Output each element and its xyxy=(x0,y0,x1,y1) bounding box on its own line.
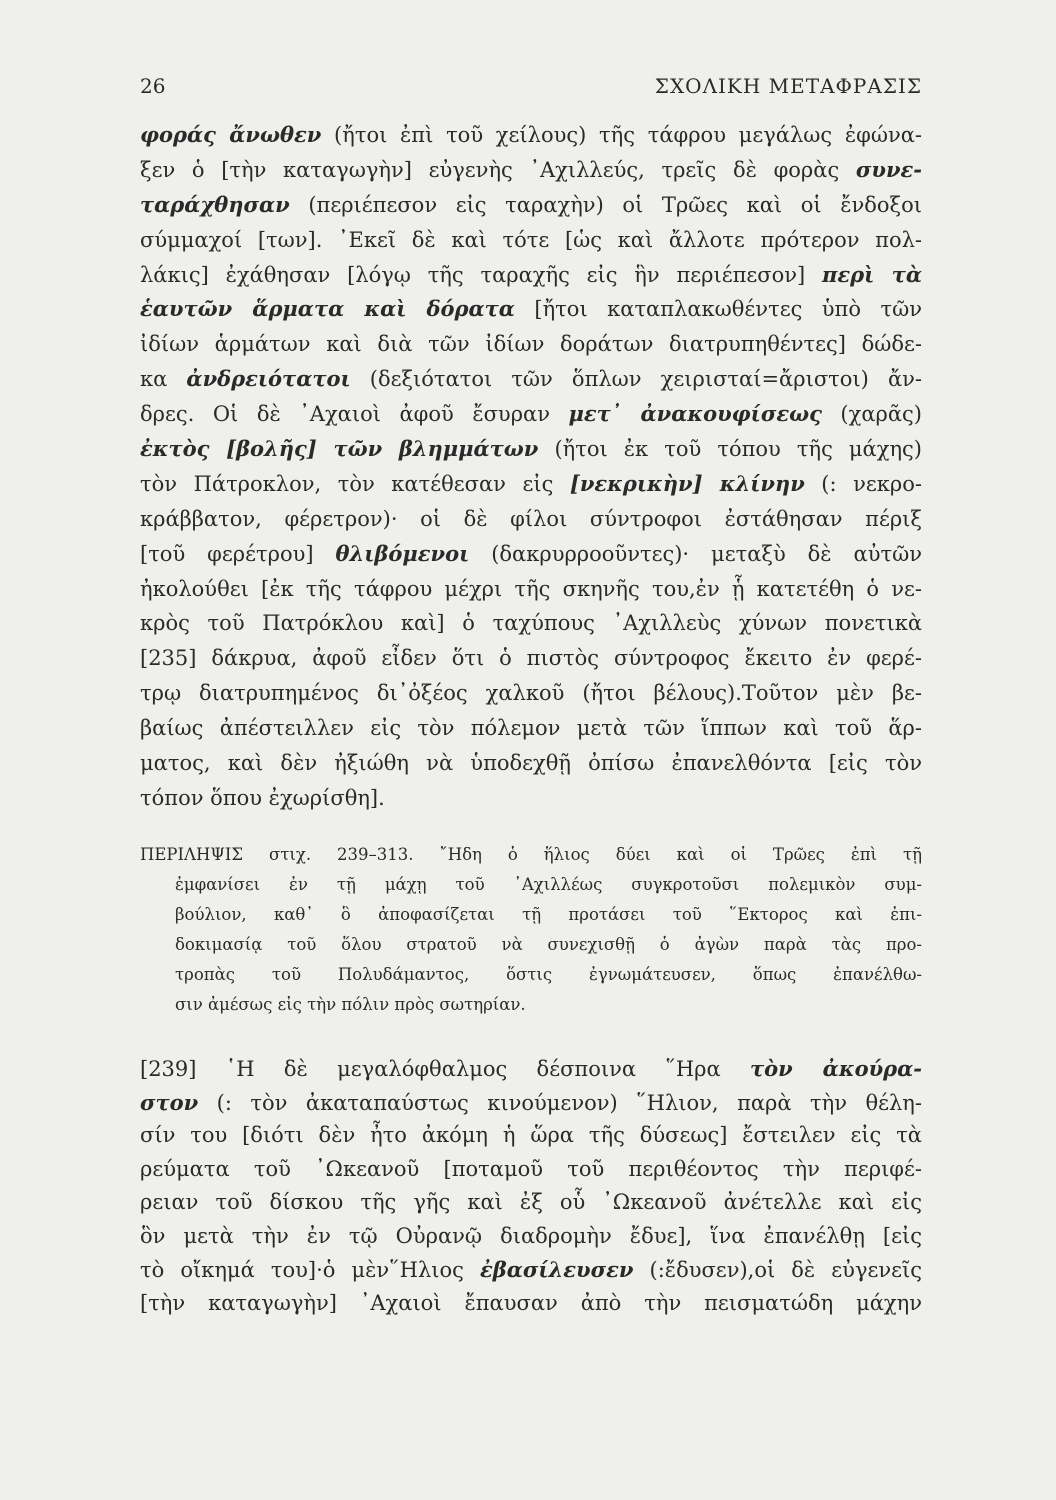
text-segment: (χαρᾶς) xyxy=(821,402,922,427)
text-line xyxy=(140,397,922,432)
text-segment: κα xyxy=(140,367,187,392)
text-segment: τόπον ὅπου ἐχωρίσθη]. xyxy=(140,785,385,810)
text-line xyxy=(140,711,922,746)
emphasized-text: στον xyxy=(140,1089,199,1115)
text-line xyxy=(140,900,922,930)
text-segment: βαίως ἀπέστειλλεν εἰς τὸν πόλεμον μετὰ τῶν ἵππων καὶ τοῦ ἅρ- xyxy=(140,716,922,741)
text-line xyxy=(140,118,922,153)
text-line xyxy=(140,1052,922,1086)
text-segment: (ἤτοι ἐπὶ τοῦ χείλους) τῆς τάφρου μεγάλως ἐφώνα- xyxy=(321,123,922,147)
text-segment: ξεν ὁ [τὴν καταγωγὴν] εὐγενὴς ᾿Αχιλλεύς, τρεῖς δὲ φορὰς xyxy=(140,157,856,182)
text-segment: τὸ οἴκημά του]·ὁ μὲν῞Ηλιος xyxy=(140,1258,481,1282)
text-line xyxy=(140,1086,922,1120)
text-segment: δρες. Οἱ δὲ ᾿Αχαιοὶ ἀφοῦ ἔσυραν xyxy=(140,402,569,427)
text-line xyxy=(140,258,922,293)
text-line xyxy=(140,870,922,900)
text-segment: ὃν μετὰ τὴν ἐν τῷ Οὐρανῷ διαδρομὴν ἔδυε], ἵνα ἐπανέλθῃ [εἰς xyxy=(140,1223,922,1248)
text-segment: ρειαν τοῦ δίσκου τῆς γῆς καὶ ἐξ οὗ ᾿Ωκεανοῦ ἀνέτελλε καὶ εἰς xyxy=(140,1190,922,1214)
text-segment: ρεύματα τοῦ ᾿Ωκεανοῦ [ποταμοῦ τοῦ περιθέοντος τὴν περιφέ- xyxy=(140,1156,922,1181)
text-segment: κράββατον, φέρετρον)· οἱ δὲ φίλοι σύντροφοι ἐστάθησαν πέριξ xyxy=(140,506,922,531)
text-line xyxy=(140,1186,922,1220)
text-segment: τροπὰς τοῦ Πολυδάμαντος, ὅστις ἐγνωμάτευσεν, ὅπως ἐπανέλθω- xyxy=(175,965,922,984)
emphasized-text: θλιβόμενοι xyxy=(335,540,470,566)
text-segment: (δακρυρροοῦντες)· μεταξὺ δὲ αὐτῶν xyxy=(469,541,922,566)
text-line xyxy=(140,223,922,258)
emphasized-text: ἀνδρειότατοι xyxy=(186,366,351,392)
emphasized-text: ἐβασίλευσεν xyxy=(480,1257,634,1282)
text-segment: κρὸς τοῦ Πατρόκλου καὶ] ὁ ταχύπους ᾿Αχιλλεὺς χύνων πονετικὰ xyxy=(140,611,922,636)
text-segment: ἰδίων ἁρμάτων καὶ διὰ τῶν ἰδίων δοράτων διατρυπηθέντες] δώδε- xyxy=(140,332,922,357)
text-line xyxy=(140,1253,922,1287)
text-line xyxy=(140,1220,922,1254)
text-segment: (περιέπεσον εἰς ταραχὴν) οἱ Τρῶες καὶ οἱ ἔνδοξοι xyxy=(289,192,922,217)
summary-section xyxy=(140,840,922,1020)
text-line xyxy=(140,1119,922,1153)
main-text xyxy=(140,118,922,816)
text-segment: ΠΕΡΙΛΗΨΙΣ στιχ. 239–313. ῎Ηδη ὁ ἥλιος δύει καὶ οἱ Τρῶες ἐπὶ τῇ xyxy=(140,845,922,864)
text-line xyxy=(140,606,922,641)
text-segment: σιν ἀμέσως εἰς τὴν πόλιν πρὸς σωτηρίαν. xyxy=(175,995,526,1014)
text-line xyxy=(140,746,922,781)
emphasized-text: ταράχθησαν xyxy=(140,191,290,217)
text-segment: (δεξιότατοι τῶν ὅπλων χειρισταί=ἄριστοι) ἄν- xyxy=(350,367,922,392)
text-line xyxy=(140,432,922,467)
text-segment: τρῳ διατρυπημένος δι᾿ὀξέος χαλκοῦ (ἤτοι βέλους).Τοῦτον μὲν βε- xyxy=(140,681,922,706)
emphasized-text: ἑαυτῶν ἅρματα καὶ δόρατα xyxy=(140,296,515,322)
text-line xyxy=(140,537,922,572)
text-segment: [τὴν καταγωγὴν] ᾿Αχαιοὶ ἔπαυσαν ἀπὸ τὴν πεισματώδη μάχην xyxy=(140,1290,922,1315)
emphasized-text: [νεκρικὴν] κλίνην xyxy=(569,470,805,496)
text-segment: (ἤτοι ἐκ τοῦ τόπου τῆς μάχης) xyxy=(538,437,922,462)
emphasized-text: μετ᾿ ἀνακουφίσεως xyxy=(568,401,822,427)
text-segment: (:ἔδυσεν),οἱ δὲ εὐγενεῖς xyxy=(633,1258,923,1282)
text-line xyxy=(140,781,922,816)
text-segment: δοκιμασίᾳ τοῦ ὅλου στρατοῦ νὰ συνεχισθῇ ὁ ἀγὼν παρὰ τὰς προ- xyxy=(175,935,922,954)
text-segment: τὸν Πάτροκλον, τὸν κατέθεσαν εἰς xyxy=(140,471,570,496)
text-line xyxy=(140,572,922,607)
text-line xyxy=(140,930,922,960)
text-line xyxy=(140,502,922,537)
running-header xyxy=(140,74,922,104)
text-segment: ἐμφανίσει ἐν τῇ μάχῃ τοῦ ᾿Αχιλλέως συγκροτοῦσι πολεμικὸν συμ- xyxy=(175,875,922,894)
text-segment: [ἤτοι καταπλακωθέντες ὑπὸ τῶν xyxy=(514,297,922,322)
text-segment: σίν του [διότι δὲν ἦτο ἀκόμη ἡ ὥρα τῆς δύσεως] ἔστειλεν εἰς τὰ xyxy=(140,1123,922,1147)
text-line xyxy=(140,188,922,223)
emphasized-text: ἐκτὸς [βολῆς] τῶν βλημμάτων xyxy=(140,436,539,462)
emphasized-text: περὶ τὰ xyxy=(822,261,923,287)
text-line xyxy=(140,990,922,1020)
text-line xyxy=(140,840,922,870)
text-line xyxy=(140,362,922,397)
text-line xyxy=(140,153,922,188)
text-segment: σύμμαχοί [των]. ᾿Εκεῖ δὲ καὶ τότε [ὡς καὶ ἄλλοτε πρότερον πολ- xyxy=(140,227,922,252)
text-segment: ματος, καὶ δὲν ἠξιώθη νὰ ὑποδεχθῇ ὀπίσω ἐπανελθόντα [εἰς τὸν xyxy=(140,751,922,776)
text-line xyxy=(140,1287,922,1321)
text-line xyxy=(140,676,922,711)
text-segment: βούλιον, καθ᾿ ὃ ἀποφασίζεται τῇ προτάσει τοῦ ῞Εκτορος καὶ ἐπι- xyxy=(175,905,922,924)
text-segment: (: νεκρο- xyxy=(804,471,922,496)
text-segment: [235] δάκρυα, ἀφοῦ εἶδεν ὅτι ὁ πιστὸς σύντροφος ἔκειτο ἐν φερέ- xyxy=(140,646,922,671)
text-segment: (: τὸν ἀκαταπαύστως κινούμενον) ῞Ηλιον, παρὰ τὴν θέλη- xyxy=(198,1090,922,1115)
text-segment: [τοῦ φερέτρου] xyxy=(140,541,336,566)
emphasized-text: φοράς ἄνωθεν xyxy=(140,122,322,147)
text-segment: ἠκολούθει [ἐκ τῆς τάφρου μέχρι τῆς σκηνῆς του,ἐν ᾗ κατετέθη ὁ νε- xyxy=(140,576,922,601)
running-title: ΣΧΟΛΙΚΗ ΜΕΤΑΦΡΑΣΙΣ xyxy=(654,74,922,98)
text-line xyxy=(140,960,922,990)
text-line xyxy=(140,641,922,676)
text-line xyxy=(140,292,922,327)
emphasized-text: συνε- xyxy=(855,156,922,182)
text-line xyxy=(140,467,922,502)
text-segment: λάκις] ἐχάθησαν [λόγῳ τῆς ταραχῆς εἰς ἣν περιέπεσον] xyxy=(140,262,823,287)
paragraph-239 xyxy=(140,1052,922,1320)
text-line xyxy=(140,1153,922,1187)
emphasized-text: τὸν ἀκούρα- xyxy=(750,1056,922,1081)
page-number: 26 xyxy=(140,74,166,98)
text-line xyxy=(140,327,922,362)
text-segment: [239] ῾Η δὲ μεγαλόφθαλμος δέσποινα ῞Ηρα xyxy=(140,1057,751,1081)
